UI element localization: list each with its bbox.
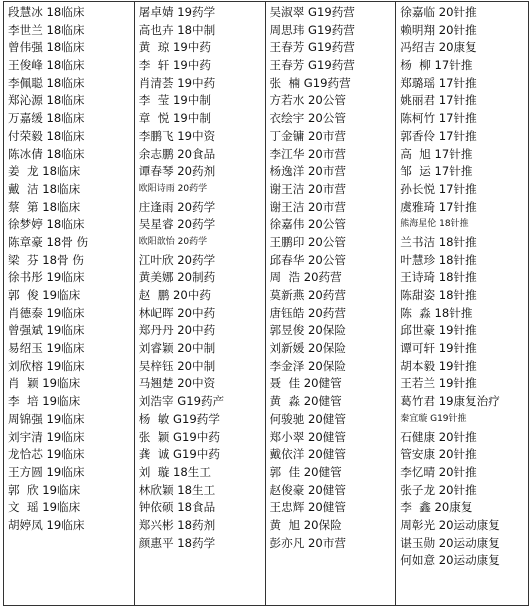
- roster-entry: 周彰光 20运动康复: [400, 517, 500, 532]
- roster-entry: 张 颖 G19中药: [138, 429, 220, 444]
- roster-entry: 冯绍吉 20康复: [400, 40, 477, 55]
- roster-entry: 吴淑翠 G19药营: [269, 5, 355, 19]
- roster-entry: 刘睿颖 20中制: [138, 341, 216, 356]
- roster-entry: 丁金镛 20市营: [269, 128, 346, 143]
- roster-entry: 龚 诚 G19中药: [138, 447, 220, 462]
- roster-entry: 何如意 20运动康复: [400, 553, 500, 568]
- roster-entry: 邱春华 20公管: [269, 252, 346, 267]
- roster-entry: 黄 淼 20健管: [269, 394, 342, 409]
- roster-entry: 屠卓婧 19药学: [138, 5, 216, 19]
- roster-entry: 林欣颖 18生工: [138, 482, 216, 497]
- roster-entry: 肖德泰 19临床: [8, 305, 85, 320]
- roster-entry: 聂 佳 20健管: [269, 376, 342, 391]
- roster-entry: 王俊峰 18临床: [8, 58, 85, 73]
- roster-entry: 唐钰皓 20药营: [269, 305, 346, 320]
- roster-entry: 莫新燕 20药营: [269, 288, 346, 302]
- roster-entry: 万嘉缓 18临床: [8, 111, 85, 126]
- roster-entry: 余志鹏 20食品: [138, 146, 216, 161]
- roster-entry: 蔡 第 18临床: [8, 199, 81, 214]
- roster-entry: 付荣毅 18临床: [8, 128, 85, 143]
- roster-entry: 孙长悦 17针推: [400, 181, 477, 196]
- roster-entry: 章 悦 19中制: [138, 111, 211, 126]
- roster-entry: 王春芳 G19药营: [269, 40, 355, 55]
- roster-entry: 陈 淼 18针推: [400, 305, 473, 320]
- roster-entry: 谌玉勋 20运动康复: [400, 535, 500, 550]
- roster-entry: 曾伟强 18临床: [8, 40, 85, 55]
- roster-column-3: [266, 2, 397, 605]
- roster-entry: 颜惠平 18药学: [138, 535, 216, 550]
- roster-entry: 马翘楚 20中资: [138, 376, 216, 391]
- roster-entry: 郭 欣 19临床: [8, 482, 81, 497]
- roster-entry: 张子龙 20针推: [400, 482, 477, 497]
- roster-entry: 谭春琴 20药剂: [138, 164, 216, 179]
- roster-entry: 郭昱俊 20保险: [269, 323, 346, 338]
- roster-entry: 钟依硕 18食品: [138, 500, 216, 515]
- roster-entry: 刘新媛 20保险: [269, 341, 346, 356]
- roster-entry: 江叶欣 20药学: [138, 252, 216, 267]
- roster-entry: 虞雅琦 17针推: [400, 199, 477, 214]
- roster-entry: 李 培 19临床: [8, 394, 81, 409]
- roster-entry: 李佩聪 18临床: [8, 75, 85, 90]
- roster-entry: 欧阳歆怡 20药学: [138, 236, 208, 247]
- roster-entry: 陈章豪 18骨 伤: [8, 234, 89, 249]
- roster-entry: 周 浩 20药营: [269, 270, 342, 285]
- roster-entry: 王方圆 19临床: [8, 464, 85, 479]
- roster-entry: 陈柯竹 17针推: [400, 111, 477, 126]
- roster-entry: 刘欣榕 19临床: [8, 358, 85, 373]
- roster-entry: 李 轩 19中药: [138, 58, 211, 73]
- roster-entry: 姚丽君 17针推: [400, 93, 477, 108]
- roster-entry: 吴星睿 20药学: [138, 217, 216, 232]
- roster-entry: 彭亦凡 20市营: [269, 535, 346, 550]
- roster-entry: 胡本毅 19针推: [400, 358, 477, 373]
- roster-entry: 王鹏印 20公管: [269, 234, 346, 249]
- roster-entry: 葛竹君 19康复治疗: [400, 394, 500, 409]
- roster-entry: 姜 龙 18临床: [8, 164, 81, 179]
- roster-entry: 赵俊豪 20健管: [269, 482, 346, 497]
- roster-entry: 胡婷凤 19临床: [8, 517, 85, 532]
- roster-entry: 高 旭 17针推: [400, 146, 473, 161]
- roster-entry: 李江华 20市营: [269, 146, 346, 161]
- roster-entry: 王若兰 19针推: [400, 376, 477, 391]
- roster-entry: 王春芳 G19药营: [269, 58, 355, 73]
- roster-entry: 谢王洁 20市营: [269, 181, 346, 196]
- roster-entry: 林屺晖 20中药: [138, 305, 216, 320]
- roster-entry: 赵 鹏 20中药: [138, 288, 211, 302]
- roster-entry: 戴依洋 20健管: [269, 447, 346, 462]
- roster-entry: 徐书彤 19临床: [8, 270, 85, 285]
- roster-entry: 郑兴彬 18药剂: [138, 517, 216, 532]
- roster-entry: 王忠辉 20健管: [269, 500, 346, 515]
- roster-entry: 邹 运 17针推: [400, 164, 473, 179]
- roster-entry: 龙恰芯 19临床: [8, 447, 85, 462]
- roster-entry: 管安康 20针推: [400, 447, 477, 462]
- roster-entry: 李金泽 20保险: [269, 358, 346, 373]
- roster-entry: 陈冰倩 18临床: [8, 146, 85, 161]
- roster-entry: 郑小翠 20健管: [269, 429, 346, 444]
- roster-entry: 文 瑶 19临床: [8, 500, 81, 515]
- roster-entry: 周思玮 G19药营: [269, 22, 355, 37]
- roster-entry: 易绍玉 19临床: [8, 341, 85, 356]
- roster-entry: 王诗琦 18针推: [400, 270, 477, 285]
- roster-entry: 徐嘉伟 20公管: [269, 217, 346, 232]
- roster-entry: 黄美娜 20制药: [138, 270, 216, 285]
- roster-entry: 郭香伶 17针推: [400, 128, 477, 143]
- roster-entry: 邱世豪 19针推: [400, 323, 477, 338]
- roster-entry: 黄 琼 19中药: [138, 40, 211, 55]
- roster-entry: 郭 佳 20健管: [269, 464, 342, 479]
- roster-entry: 刘宇清 19临床: [8, 429, 85, 444]
- roster-entry: 李忆晴 20针推: [400, 464, 477, 479]
- roster-entry: 徐嘉临 20针推: [400, 5, 477, 19]
- roster-column-4: [396, 2, 528, 605]
- roster-column-1: [4, 2, 135, 605]
- roster-entry: 叶慧珍 18针推: [400, 252, 477, 267]
- roster-entry: 李鹏飞 19中资: [138, 128, 216, 143]
- roster-entry: 兰书洁 18针推: [400, 234, 477, 249]
- roster-entry: 肖 颖 19临床: [8, 376, 81, 391]
- roster-entry: 秦宜璇 G19针推: [400, 413, 467, 424]
- roster-entry: 周锦强 19临床: [8, 411, 85, 426]
- roster-entry: 谭可轩 19针推: [400, 341, 477, 356]
- roster-entry: 衣绘宇 20公管: [269, 111, 346, 126]
- roster-entry: 徐梦婷 18临床: [8, 217, 85, 232]
- roster-entry: 赖明翔 20针推: [400, 22, 477, 37]
- roster-entry: 何骏驰 20健管: [269, 411, 346, 426]
- roster-entry: 熊海星伦 18针推: [400, 219, 469, 230]
- roster-entry: 肖清荟 19中药: [138, 75, 216, 90]
- roster-entry: 庄逢雨 20药学: [138, 199, 216, 214]
- roster-entry: 高也卉 18中制: [138, 22, 216, 37]
- roster-entry: 谢王洁 20市营: [269, 199, 346, 214]
- roster-entry: 方若水 20公管: [269, 93, 346, 108]
- roster-entry: 李世兰 18临床: [8, 22, 85, 37]
- roster-entry: 黄 旭 20保险: [269, 517, 342, 532]
- roster-entry: 陈甜姿 18针推: [400, 288, 477, 302]
- roster-entry: 郭 俊 19临床: [8, 288, 81, 302]
- roster-entry: 曾强斌 19临床: [8, 323, 85, 338]
- roster-column-2: [135, 2, 266, 605]
- roster-entry: 欧阳诗雨 20药学: [138, 183, 208, 194]
- roster-entry: 李 鑫 20康复: [400, 500, 473, 515]
- roster-entry: 郑璐瑶 17针推: [400, 75, 477, 90]
- roster-entry: 李 莹 19中制: [138, 93, 211, 108]
- roster-entry: 杨 柳 17针推: [400, 58, 473, 73]
- roster-entry: 刘 璇 18生工: [138, 464, 211, 479]
- roster-entry: 梁 芬 18骨 伤: [8, 252, 84, 267]
- roster-entry: 郑沁源 18临床: [8, 93, 85, 108]
- roster-entry: 张 楠 G19药营: [269, 75, 351, 90]
- roster-entry: 石健康 20针推: [400, 429, 477, 444]
- roster-entry: 段慧冰 18临床: [8, 5, 85, 19]
- roster-entry: 杨 敏 G19药学: [138, 411, 220, 426]
- roster-entry: 吴梓钰 20中制: [138, 358, 216, 373]
- roster-entry: 戴 洁 18临床: [8, 181, 81, 196]
- roster-entry: 杨逸洋 20市营: [269, 164, 346, 179]
- roster-entry: 刘浩宰 G19药产: [138, 394, 225, 409]
- roster-table: [3, 1, 529, 606]
- roster-entry: 郑丹丹 20中药: [138, 323, 216, 338]
